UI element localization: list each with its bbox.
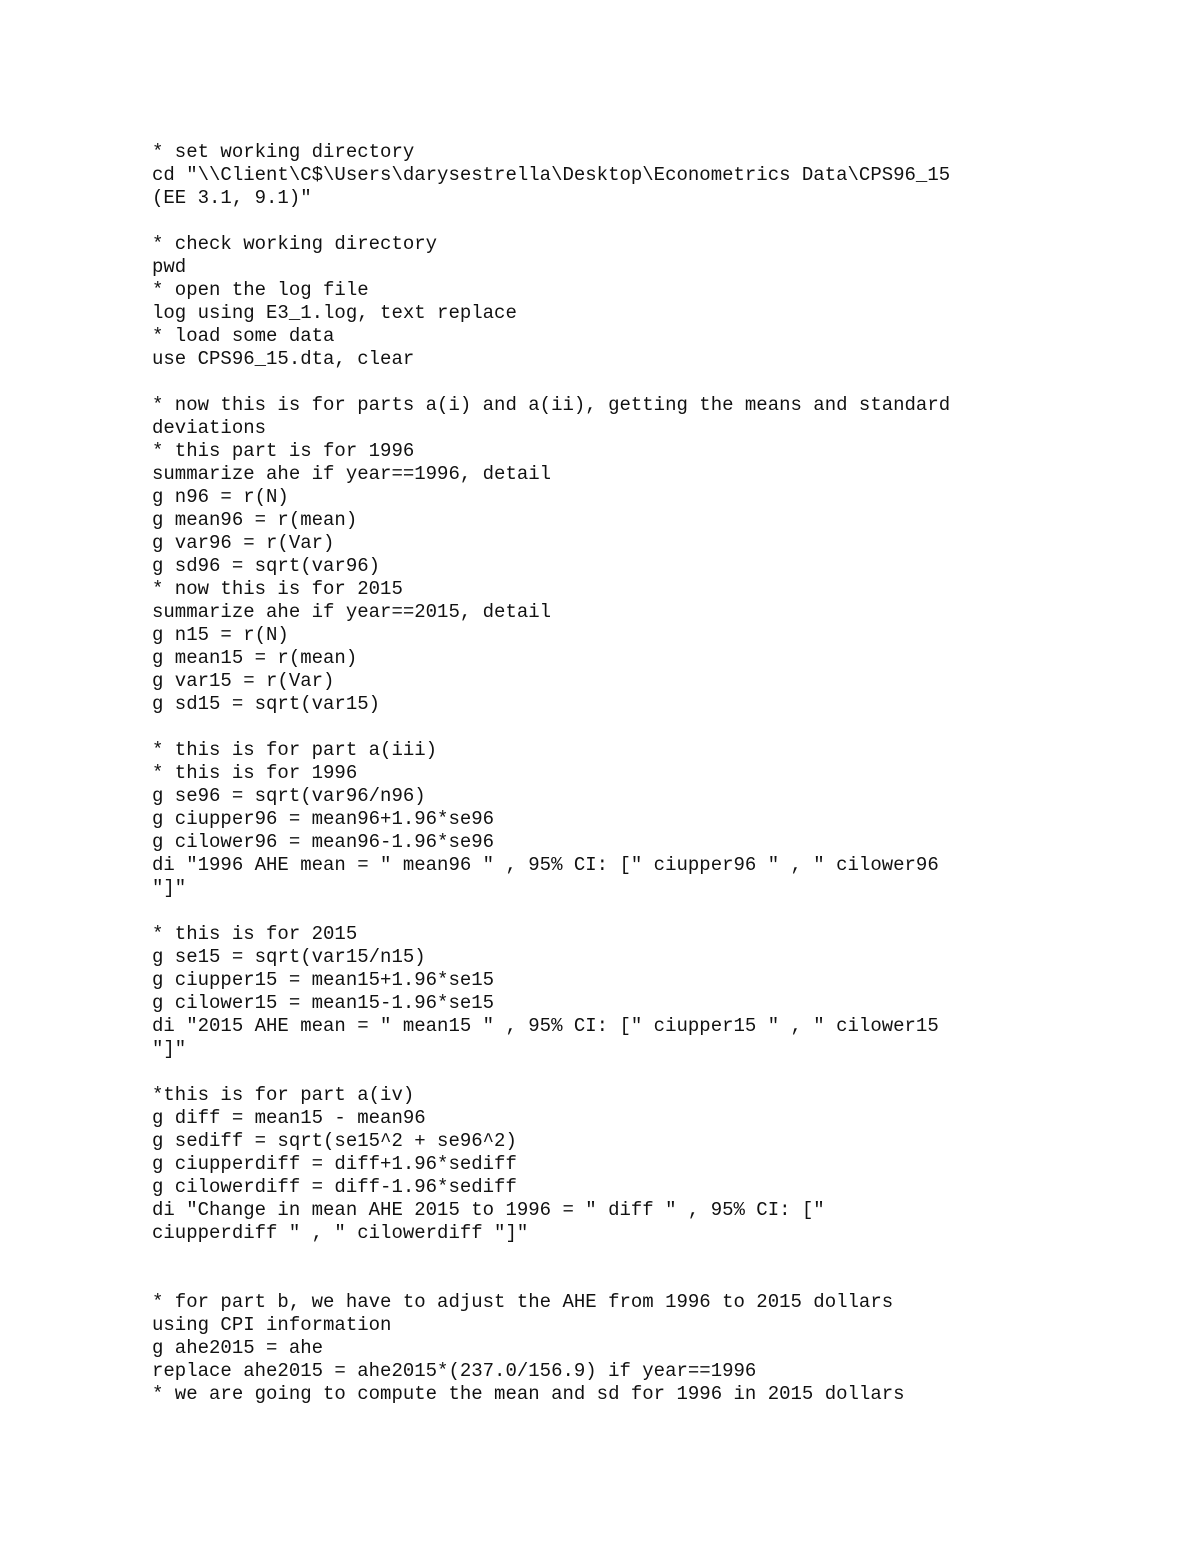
code-line: pwd (152, 256, 187, 278)
code-line: g mean96 = r(mean) (152, 509, 358, 531)
code-line: g se96 = sqrt(var96/n96) (152, 785, 426, 807)
code-line: g cilower96 = mean96-1.96*se96 (152, 831, 495, 853)
code-line: di "1996 AHE mean = " mean96 " , 95% CI: [" ciupper96 " , " cilower96 (152, 854, 939, 876)
comment-line: * load some data (152, 325, 335, 347)
code-line: g diff = mean15 - mean96 (152, 1107, 426, 1129)
blank-line (152, 210, 1052, 233)
comment-line: * this is for 1996 (152, 762, 358, 784)
code-line: g cilowerdiff = diff-1.96*sediff (152, 1176, 517, 1198)
code-line: cd "\\Client\C$\Users\darysestrella\Desktop\Econometrics Data\CPS96_15 (152, 164, 951, 186)
blank-line (152, 371, 1052, 394)
code-line: (EE 3.1, 9.1)" (152, 187, 312, 209)
code-line: deviations (152, 417, 267, 439)
code-line: g sd15 = sqrt(var15) (152, 693, 381, 715)
code-line: "]" (152, 877, 187, 899)
code-line: di "Change in mean AHE 2015 to 1996 = " diff " , 95% CI: [" (152, 1199, 825, 1221)
code-line: replace ahe2015 = ahe2015*(237.0/156.9) if year==1996 (152, 1360, 757, 1382)
code-line: g cilower15 = mean15-1.96*se15 (152, 992, 495, 1014)
blank-line (152, 716, 1052, 739)
comment-line: * now this is for parts a(i) and a(ii), getting the means and standard (152, 394, 951, 416)
code-line: using CPI information (152, 1314, 392, 1336)
code-line: g var15 = r(Var) (152, 670, 335, 692)
code-line: summarize ahe if year==1996, detail (152, 463, 552, 485)
comment-line: * set working directory (152, 141, 415, 163)
comment-line: * now this is for 2015 (152, 578, 403, 600)
code-line: g mean15 = r(mean) (152, 647, 358, 669)
code-line: ciupperdiff " , " cilowerdiff "]" (152, 1222, 529, 1244)
code-line: log using E3_1.log, text replace (152, 302, 517, 324)
code-line: g ahe2015 = ahe (152, 1337, 324, 1359)
blank-line (152, 1061, 1052, 1084)
code-line: g sd96 = sqrt(var96) (152, 555, 381, 577)
code-line: g ciupper96 = mean96+1.96*se96 (152, 808, 495, 830)
code-line: "]" (152, 1038, 187, 1060)
comment-line: * this is for 2015 (152, 923, 358, 945)
code-line: g n15 = r(N) (152, 624, 289, 646)
blank-line (152, 1245, 1052, 1268)
comment-line: *this is for part a(iv) (152, 1084, 415, 1106)
code-line: g se15 = sqrt(var15/n15) (152, 946, 426, 968)
code-line: g ciupper15 = mean15+1.96*se15 (152, 969, 495, 991)
comment-line: * this is for part a(iii) (152, 739, 438, 761)
code-line: use CPS96_15.dta, clear (152, 348, 415, 370)
comment-line: * we are going to compute the mean and sd for 1996 in 2015 dollars (152, 1383, 905, 1405)
blank-line (152, 1268, 1052, 1291)
code-line: summarize ahe if year==2015, detail (152, 601, 552, 623)
code-line: g var96 = r(Var) (152, 532, 335, 554)
comment-line: * check working directory (152, 233, 438, 255)
comment-line: * this part is for 1996 (152, 440, 415, 462)
code-line: di "2015 AHE mean = " mean15 " , 95% CI: [" ciupper15 " , " cilower15 (152, 1015, 939, 1037)
comment-line: * for part b, we have to adjust the AHE from 1996 to 2015 dollars (152, 1291, 894, 1313)
code-line: g sediff = sqrt(se15^2 + se96^2) (152, 1130, 517, 1152)
code-line: g ciupperdiff = diff+1.96*sediff (152, 1153, 517, 1175)
stata-do-file-text (152, 141, 1052, 1406)
code-line: g n96 = r(N) (152, 486, 289, 508)
blank-line (152, 900, 1052, 923)
comment-line: * open the log file (152, 279, 369, 301)
